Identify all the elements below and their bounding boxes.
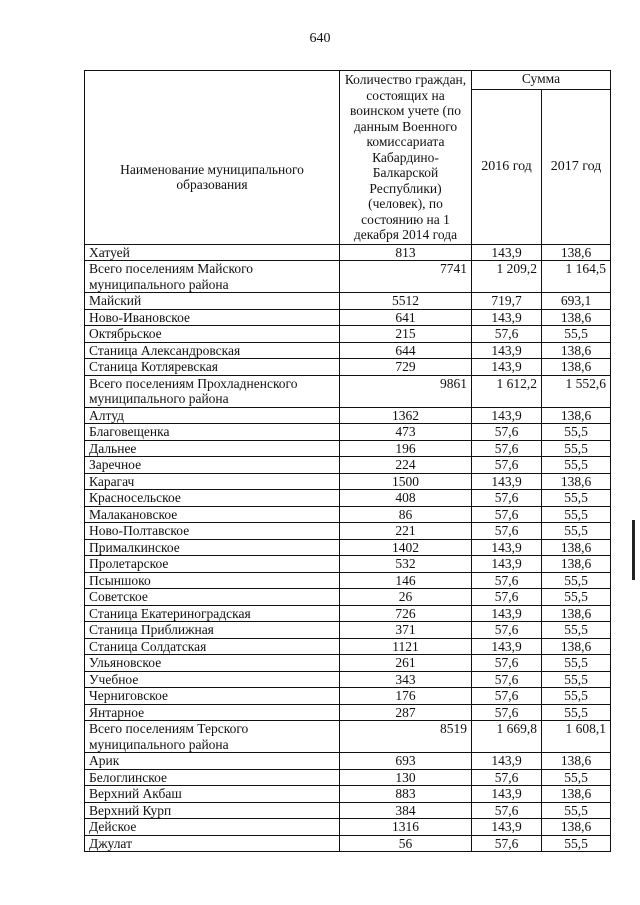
row-sum-2017: 138,6 — [542, 605, 611, 622]
row-sum-2016: 1 669,8 — [472, 721, 542, 753]
row-count: 408 — [340, 490, 472, 507]
table-row — [85, 572, 611, 589]
row-sum-2017: 138,6 — [542, 539, 611, 556]
row-name: Ульяновское — [85, 655, 340, 672]
row-count: 1362 — [340, 407, 472, 424]
row-name: Дейское — [85, 819, 340, 836]
row-count: 1500 — [340, 473, 472, 490]
row-name: Всего поселениям Майского муниципального района — [85, 261, 340, 293]
row-sum-2016: 143,9 — [472, 539, 542, 556]
row-name: Станица Александровская — [85, 342, 340, 359]
table-row — [85, 556, 611, 573]
table-row — [85, 523, 611, 540]
row-sum-2016: 719,7 — [472, 293, 542, 310]
row-sum-2017: 55,5 — [542, 688, 611, 705]
row-count: 146 — [340, 572, 472, 589]
row-sum-2017: 55,5 — [542, 457, 611, 474]
row-sum-2017: 138,6 — [542, 786, 611, 803]
row-sum-2016: 57,6 — [472, 589, 542, 606]
row-sum-2016: 143,9 — [472, 309, 542, 326]
row-sum-2017: 138,6 — [542, 753, 611, 770]
table-row — [85, 539, 611, 556]
row-count: 644 — [340, 342, 472, 359]
row-sum-2016: 57,6 — [472, 802, 542, 819]
table-row — [85, 589, 611, 606]
header-year-2017: 2017 год — [542, 90, 611, 244]
table-row — [85, 244, 611, 261]
row-sum-2017: 55,5 — [542, 440, 611, 457]
row-name: Верхний Акбаш — [85, 786, 340, 803]
table-row — [85, 506, 611, 523]
table-row — [85, 688, 611, 705]
row-sum-2017: 693,1 — [542, 293, 611, 310]
row-sum-2016: 57,6 — [472, 671, 542, 688]
row-count: 641 — [340, 309, 472, 326]
row-sum-2016: 1 209,2 — [472, 261, 542, 293]
row-count: 1121 — [340, 638, 472, 655]
table-body — [85, 244, 611, 852]
table-row-total — [85, 375, 611, 407]
row-sum-2017: 138,6 — [542, 407, 611, 424]
row-name: Ново-Ивановское — [85, 309, 340, 326]
row-sum-2016: 57,6 — [472, 572, 542, 589]
row-count: 1402 — [340, 539, 472, 556]
row-name: Дальнее — [85, 440, 340, 457]
row-sum-2016: 57,6 — [472, 457, 542, 474]
row-name: Всего поселениям Терского муниципального района — [85, 721, 340, 753]
table-row — [85, 704, 611, 721]
row-count: 371 — [340, 622, 472, 639]
row-count: 8519 — [340, 721, 472, 753]
row-sum-2016: 57,6 — [472, 769, 542, 786]
row-sum-2017: 1 164,5 — [542, 261, 611, 293]
table-row — [85, 326, 611, 343]
table-row — [85, 490, 611, 507]
row-sum-2016: 57,6 — [472, 655, 542, 672]
row-count: 287 — [340, 704, 472, 721]
row-count: 196 — [340, 440, 472, 457]
row-sum-2016: 143,9 — [472, 342, 542, 359]
table-row — [85, 786, 611, 803]
row-sum-2017: 55,5 — [542, 655, 611, 672]
row-sum-2017: 55,5 — [542, 490, 611, 507]
row-sum-2017: 138,6 — [542, 359, 611, 376]
row-name: Верхний Курп — [85, 802, 340, 819]
row-name: Алтуд — [85, 407, 340, 424]
row-sum-2016: 143,9 — [472, 753, 542, 770]
page-number: 640 — [309, 31, 331, 46]
row-sum-2017: 138,6 — [542, 638, 611, 655]
row-sum-2016: 143,9 — [472, 638, 542, 655]
row-sum-2017: 138,6 — [542, 556, 611, 573]
row-sum-2016: 143,9 — [472, 605, 542, 622]
row-sum-2016: 57,6 — [472, 424, 542, 441]
header-name: Наименование муниципального образования — [85, 71, 340, 245]
row-sum-2017: 138,6 — [542, 473, 611, 490]
row-count: 343 — [340, 671, 472, 688]
row-count: 532 — [340, 556, 472, 573]
row-count: 729 — [340, 359, 472, 376]
row-count: 7741 — [340, 261, 472, 293]
row-sum-2017: 55,5 — [542, 704, 611, 721]
row-count: 221 — [340, 523, 472, 540]
row-name: Янтарное — [85, 704, 340, 721]
table-row — [85, 424, 611, 441]
row-sum-2016: 1 612,2 — [472, 375, 542, 407]
row-count: 473 — [340, 424, 472, 441]
row-sum-2017: 55,5 — [542, 572, 611, 589]
table-row — [85, 342, 611, 359]
row-sum-2016: 143,9 — [472, 359, 542, 376]
row-sum-2016: 57,6 — [472, 704, 542, 721]
row-sum-2017: 138,6 — [542, 819, 611, 836]
row-sum-2016: 143,9 — [472, 407, 542, 424]
row-sum-2016: 57,6 — [472, 523, 542, 540]
row-name: Псыншоко — [85, 572, 340, 589]
row-count: 693 — [340, 753, 472, 770]
row-name: Хатуей — [85, 244, 340, 261]
row-sum-2017: 1 608,1 — [542, 721, 611, 753]
row-name: Карагач — [85, 473, 340, 490]
row-count: 813 — [340, 244, 472, 261]
row-count: 261 — [340, 655, 472, 672]
row-name: Майский — [85, 293, 340, 310]
row-name: Заречное — [85, 457, 340, 474]
row-sum-2016: 57,6 — [472, 688, 542, 705]
table-row — [85, 671, 611, 688]
row-count: 883 — [340, 786, 472, 803]
table-row — [85, 802, 611, 819]
row-sum-2017: 55,5 — [542, 424, 611, 441]
row-count: 86 — [340, 506, 472, 523]
row-name: Учебное — [85, 671, 340, 688]
row-sum-2016: 57,6 — [472, 506, 542, 523]
row-name: Малакановское — [85, 506, 340, 523]
table-row — [85, 605, 611, 622]
row-sum-2017: 138,6 — [542, 244, 611, 261]
table-row — [85, 753, 611, 770]
table-row — [85, 293, 611, 310]
table-row — [85, 407, 611, 424]
row-sum-2016: 57,6 — [472, 326, 542, 343]
row-name: Белоглинское — [85, 769, 340, 786]
row-name: Всего поселениям Прохладненского муниципального района — [85, 375, 340, 407]
row-sum-2017: 55,5 — [542, 589, 611, 606]
row-count: 224 — [340, 457, 472, 474]
table-row — [85, 835, 611, 852]
row-name: Ново-Полтавское — [85, 523, 340, 540]
header-count: Количество граждан, состоящих на воинском учете (по данным Военного комиссариата Кабардино-Балкарской Республики) (человек), по состоянию на 1 декабря 2014 года — [340, 71, 472, 245]
row-count: 56 — [340, 835, 472, 852]
row-count: 5512 — [340, 293, 472, 310]
row-sum-2016: 143,9 — [472, 473, 542, 490]
row-sum-2017: 1 552,6 — [542, 375, 611, 407]
row-count: 726 — [340, 605, 472, 622]
row-count: 176 — [340, 688, 472, 705]
row-name: Арик — [85, 753, 340, 770]
table-row — [85, 655, 611, 672]
row-name: Джулат — [85, 835, 340, 852]
row-name: Черниговское — [85, 688, 340, 705]
row-sum-2016: 143,9 — [472, 786, 542, 803]
row-sum-2017: 138,6 — [542, 309, 611, 326]
table-row-total — [85, 261, 611, 293]
row-name: Советское — [85, 589, 340, 606]
row-count: 26 — [340, 589, 472, 606]
row-sum-2016: 57,6 — [472, 440, 542, 457]
table-row — [85, 440, 611, 457]
row-name: Станица Екатериноградская — [85, 605, 340, 622]
row-sum-2016: 143,9 — [472, 244, 542, 261]
row-sum-2017: 55,5 — [542, 326, 611, 343]
row-name: Октябрьское — [85, 326, 340, 343]
table-row — [85, 473, 611, 490]
row-count: 9861 — [340, 375, 472, 407]
row-sum-2016: 143,9 — [472, 819, 542, 836]
row-name: Станица Котляревская — [85, 359, 340, 376]
table-row — [85, 457, 611, 474]
header-year-2016: 2016 год — [472, 90, 542, 244]
header-sum: Сумма — [472, 71, 611, 90]
row-count: 130 — [340, 769, 472, 786]
row-sum-2017: 55,5 — [542, 622, 611, 639]
row-name: Прималкинское — [85, 539, 340, 556]
table-row-total — [85, 721, 611, 753]
row-sum-2016: 57,6 — [472, 490, 542, 507]
row-name: Станица Солдатская — [85, 638, 340, 655]
row-sum-2017: 55,5 — [542, 671, 611, 688]
row-name: Благовещенка — [85, 424, 340, 441]
table-row — [85, 309, 611, 326]
table-row — [85, 359, 611, 376]
row-sum-2017: 55,5 — [542, 506, 611, 523]
row-name: Пролетарское — [85, 556, 340, 573]
row-count: 1316 — [340, 819, 472, 836]
row-name: Станица Приближная — [85, 622, 340, 639]
row-sum-2017: 138,6 — [542, 342, 611, 359]
row-sum-2016: 143,9 — [472, 556, 542, 573]
edge-mark — [632, 520, 635, 580]
row-sum-2017: 55,5 — [542, 835, 611, 852]
row-sum-2017: 55,5 — [542, 769, 611, 786]
table-row — [85, 622, 611, 639]
row-sum-2016: 57,6 — [472, 622, 542, 639]
row-sum-2016: 57,6 — [472, 835, 542, 852]
row-count: 384 — [340, 802, 472, 819]
table-row — [85, 638, 611, 655]
row-name: Красносельское — [85, 490, 340, 507]
allocation-table — [84, 70, 611, 852]
table-row — [85, 819, 611, 836]
row-count: 215 — [340, 326, 472, 343]
row-sum-2017: 55,5 — [542, 523, 611, 540]
row-sum-2017: 55,5 — [542, 802, 611, 819]
table-row — [85, 769, 611, 786]
